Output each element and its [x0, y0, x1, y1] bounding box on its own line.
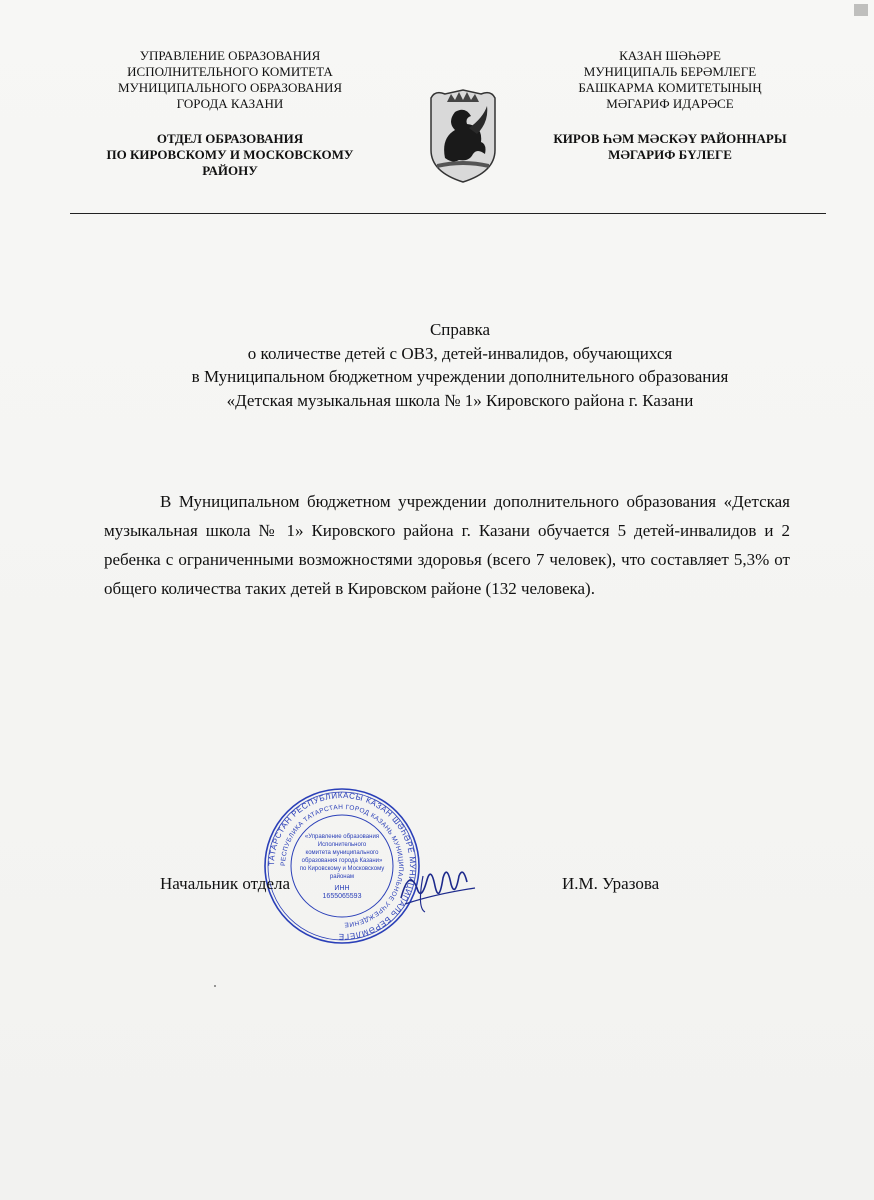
svg-text:образования города Казани»: образования города Казани» — [301, 858, 383, 864]
header-right-line: МӘГАРИФ ИДАРӘСЕ — [606, 96, 734, 111]
title-line: в Муниципальном бюджетном учреждении дополнительного образования — [191, 367, 729, 386]
header-left-line: МУНИЦИПАЛЬНОГО ОБРАЗОВАНИЯ — [117, 80, 343, 95]
header-left-line: УПРАВЛЕНИЕ ОБРАЗОВАНИЯ — [139, 48, 321, 63]
header-left-dept-line: ОТДЕЛ ОБРАЗОВАНИЯ — [156, 131, 304, 146]
svg-text:«Управление образования: «Управление образования — [304, 834, 380, 840]
header-right-line: КАЗАН ШӘҺӘРЕ — [619, 48, 721, 63]
svg-text:районам: районам — [329, 874, 355, 880]
header-divider — [70, 213, 826, 214]
svg-text:Исполнительного: Исполнительного — [317, 842, 367, 848]
kazan-coat-of-arms-icon — [425, 88, 501, 184]
handwritten-signature — [395, 858, 485, 918]
header-left-dept-line: ПО КИРОВСКОМУ И МОСКОВСКОМУ — [106, 147, 354, 162]
signature-name: И.М. Уразова — [562, 874, 660, 893]
header-right-line: МУНИЦИПАЛЬ БЕРӘМЛЕГЕ — [583, 64, 757, 79]
header-left-dept-line: РАЙОНУ — [202, 163, 258, 178]
header-right-dept-line: КИРОВ ҺӘМ МӘСКӘҮ РАЙОННАРЫ — [553, 131, 787, 146]
document-title — [60, 318, 860, 412]
header-right — [515, 48, 825, 163]
svg-text:по Кировскому и Московскому: по Кировскому и Московскому — [299, 866, 385, 872]
svg-text:комитета муниципального: комитета муниципального — [305, 850, 379, 856]
title-line: о количестве детей с ОВЗ, детей-инвалидов, обучающихся — [247, 343, 673, 363]
body-paragraph — [104, 487, 790, 603]
header-left-line: ИСПОЛНИТЕЛЬНОГО КОМИТЕТА — [127, 64, 333, 79]
title-line: Справка — [429, 320, 491, 339]
header-right-line: БАШКАРМА КОМИТЕТЫНЫҢ — [578, 80, 762, 95]
scan-speck — [214, 985, 216, 987]
header-left — [60, 48, 400, 179]
header-right-dept-line: МӘГАРИФ БҮЛЕГЕ — [608, 147, 732, 162]
svg-text:ТАТАРСТАН РЕСПУБЛИКАСЫ КАЗАН Ш: ТАТАРСТАН РЕСПУБЛИКАСЫ КАЗАН ШӘҺӘРЕ МУНИЦИПАЛЬ БЕРӘМЛЕГЕ — [266, 790, 418, 942]
svg-text:РЕСПУБЛИКА ТАТАРСТАН ГОРОД КАЗ: РЕСПУБЛИКА ТАТАРСТАН ГОРОД КАЗАНЬ МУНИЦИПАЛЬНОЕ УЧРЕЖДЕНИЕ — [279, 803, 405, 929]
title-line: «Детская музыкальная школа № 1» Кировского района г. Казани — [226, 390, 694, 410]
body-text: В Муниципальном бюджетном учреждении дополнительного образования «Детская музыкальная школа № 1» Кировского района г. Казани обучается 5 детей-инвалидов и 2 ребенка с ограниченными возможностями здоровья (всего 7 человек), что составляет 5,3% от общего количества таких детей в Кировском районе (132 человека). — [104, 492, 790, 598]
scan-corner-mark — [854, 4, 868, 16]
header-left-line: ГОРОДА КАЗАНИ — [176, 96, 284, 111]
svg-text:ИНН: ИНН — [334, 885, 350, 892]
svg-text:1655065593: 1655065593 — [322, 893, 362, 900]
signature-position: Начальник отдела — [160, 874, 291, 893]
